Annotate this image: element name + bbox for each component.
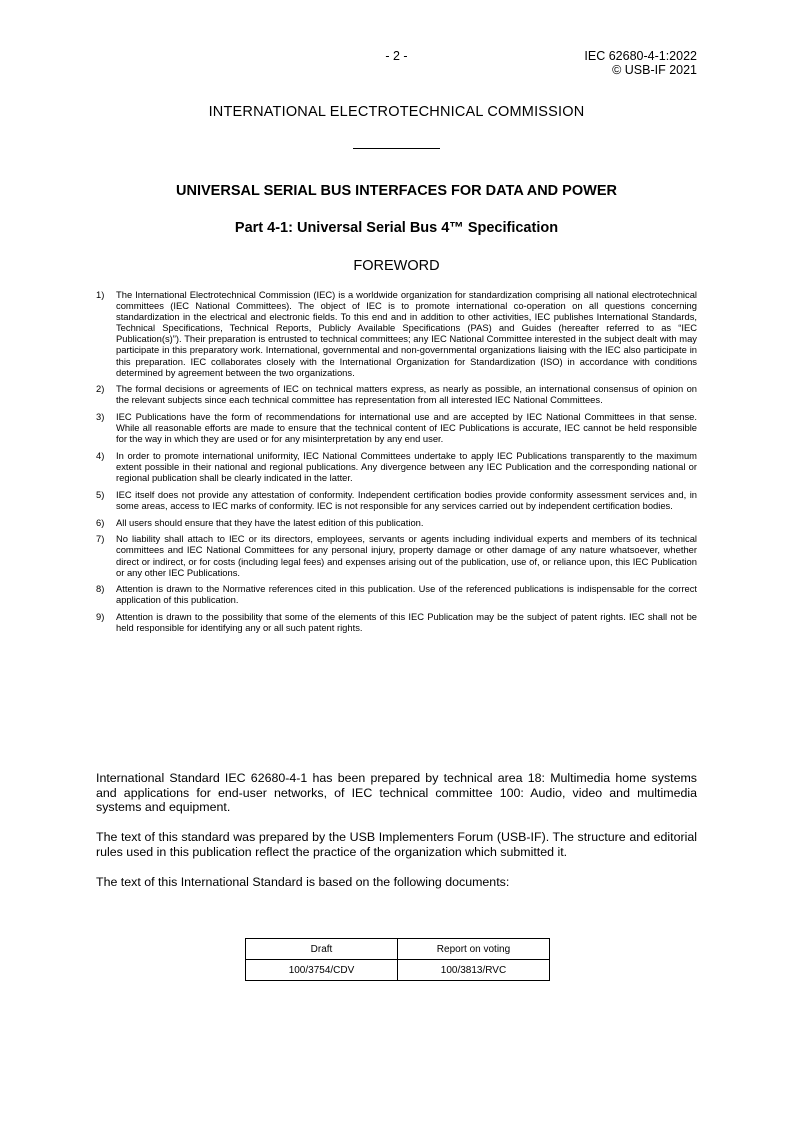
document-identifier: [584, 49, 697, 77]
section-heading: FOREWORD: [353, 258, 440, 274]
note-number: 5): [96, 488, 105, 500]
table-cell: 100/3754/CDV: [246, 960, 398, 981]
note-number: 4): [96, 450, 105, 461]
note-text: In order to promote international uniformity, IEC National Committees undertake to apply IEC Publications transparently to the maximum extent possible in their national and regional publications. Any divergence between any IEC Publication and the corresponding national or regional publication shall be clearly indicated in the latter.: [116, 450, 697, 484]
note-text: All users should ensure that they have the latest edition of this publication.: [116, 516, 424, 528]
table-row: [246, 960, 550, 981]
note-text: IEC itself does not provide any attestation of conformity. Independent certification bodies provide conformity assessment services and, in some areas, access to IEC marks of conformity. IEC is not responsible for any services carried out by independent certification bodies.: [116, 488, 697, 511]
note-text: IEC Publications have the form of recommendations for international use and are accepted by IEC National Committees in that sense. While all reasonable efforts are made to ensure that the technical content of IEC Publications is accurate, IEC cannot be held responsible for the way in which they are used or for any misinterpretation by any end user.: [116, 411, 697, 445]
foreword-note: [96, 517, 697, 528]
foreword-note: [96, 489, 697, 511]
foreword-note: [96, 583, 697, 605]
body-paragraph: The text of this International Standard is based on the following documents:: [96, 874, 510, 889]
page-number: - 2 -: [385, 49, 408, 63]
voting-documents-table: [245, 938, 550, 981]
table-header-cell: Report on voting: [398, 939, 550, 960]
note-number: 9): [96, 611, 105, 623]
foreword-note: [96, 533, 697, 577]
table-header-cell: Draft: [246, 939, 398, 960]
body-text: [96, 771, 697, 905]
note-number: 7): [96, 533, 105, 545]
part-title: Part 4-1: Universal Serial Bus 4™ Specification: [234, 220, 559, 236]
note-text: The formal decisions or agreements of IEC on technical matters express, as nearly as possible, an international consensus of opinion on the relevant subjects since each technical committee has representation from all interested IEC National Committees.: [116, 383, 697, 406]
foreword-note: [96, 383, 697, 405]
note-number: 8): [96, 583, 105, 595]
note-number: 6): [96, 516, 105, 528]
note-number: 3): [96, 411, 105, 423]
foreword-note: [96, 411, 697, 444]
foreword-notes-list: [96, 289, 697, 639]
document-title: UNIVERSAL SERIAL BUS INTERFACES FOR DATA AND POWER: [176, 183, 617, 199]
title-divider: [353, 148, 440, 149]
table-header-row: [246, 939, 550, 960]
doc-id-standard: IEC 62680-4-1:2022: [584, 49, 697, 63]
note-text: The International Electrotechnical Commission (IEC) is a worldwide organization for standardization comprising all national electrotechnical committees (IEC National Committees). The object of IEC is to promote international co-operation on all questions concerning standardization in the electrical and electronic fields. To this end and in addition to other activities, IEC publishes International Standards, Technical Specifications, Technical Reports, Publicly Available Specifications (PAS) and Guides (hereafter referred to as “IEC Publication(s)”). Their preparation is entrusted to technical committees; any IEC National Committee interested in the subject dealt with may participate in this preparatory work. International, governmental and non-governmental organizations liaising with the IEC also participate in this preparation. IEC collaborates closely with the International Organization for Standardization (ISO) in accordance with conditions determined by agreement between the two organizations.: [116, 289, 697, 378]
foreword-note: [96, 450, 697, 483]
body-paragraph: The text of this standard was prepared by the USB Implementers Forum (USB-IF). The structure and editorial rules used in this publication reflect the practice of the organization which submitted it.: [96, 830, 697, 859]
note-text: Attention is drawn to the Normative references cited in this publication. Use of the referenced publications is indispensable for the correct application of this publication.: [116, 583, 697, 606]
note-number: 1): [96, 289, 105, 300]
note-number: 2): [96, 383, 105, 395]
note-text: No liability shall attach to IEC or its directors, employees, servants or agents including individual experts and members of its technical committees and IEC National Committees for any personal injury, property damage or other damage of any nature whatsoever, whether direct or indirect, or for costs (including legal fees) and expenses arising out of the publication, use of, or reliance upon, this IEC Publication or any other IEC Publications.: [116, 533, 697, 578]
doc-id-copyright: © USB-IF 2021: [612, 63, 697, 77]
foreword-note: [96, 611, 697, 633]
note-text: Attention is drawn to the possibility that some of the elements of this IEC Publication may be the subject of patent rights. IEC shall not be held responsible for identifying any or all such patent rights.: [116, 611, 697, 634]
commission-name: INTERNATIONAL ELECTROTECHNICAL COMMISSION: [208, 104, 585, 120]
foreword-note: [96, 289, 697, 378]
table-cell: 100/3813/RVC: [398, 960, 550, 981]
body-paragraph: International Standard IEC 62680-4-1 has been prepared by technical area 18: Multimedia home systems and applications for end-user networks, of IEC technical committee 100: Audio, video and multimedia systems and equipment.: [96, 771, 697, 815]
